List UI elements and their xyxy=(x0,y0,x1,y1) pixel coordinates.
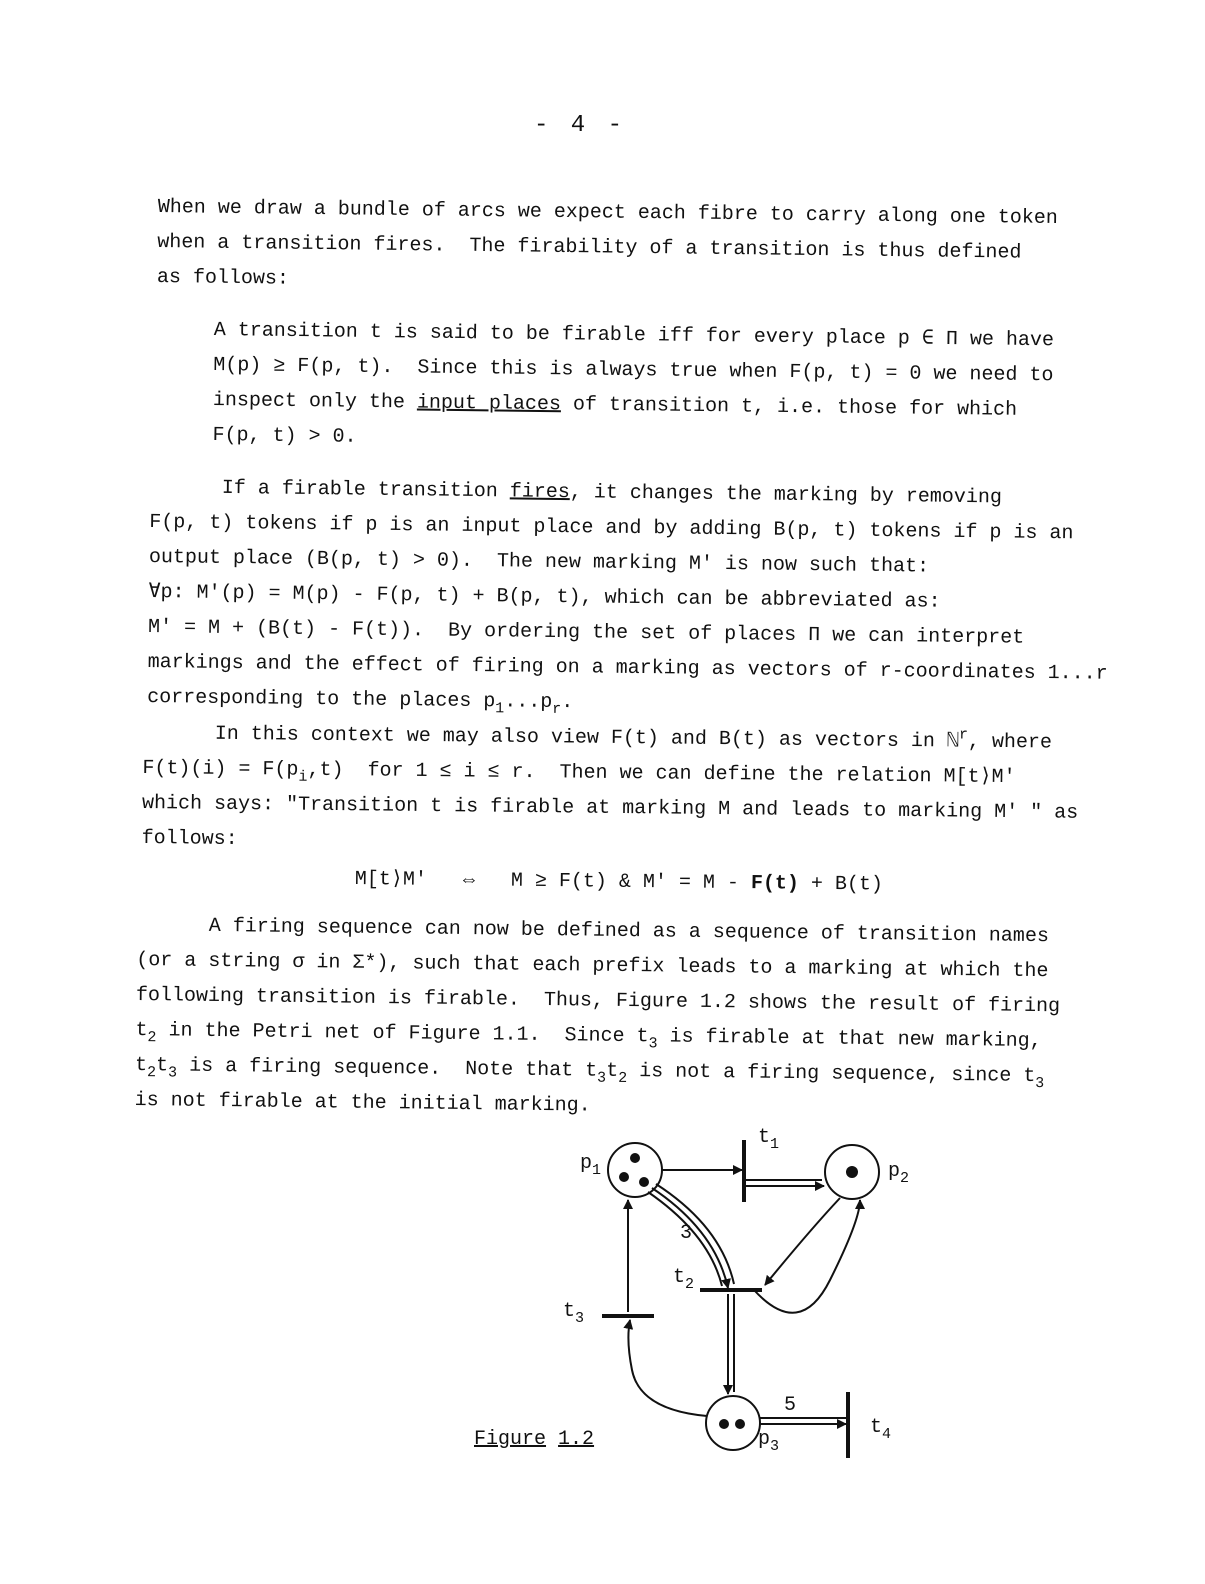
label-t3: $t_3$ xyxy=(563,1300,585,1327)
formula-firing-rule: M[t⟩M' ⇔ M ≥ F(t) & M' = M - F(t) + B(t) xyxy=(354,867,884,897)
text-line: F(p, t) tokens if p is an input place and by adding B(p, t) tokens if p is an xyxy=(149,510,1074,546)
paragraph-firing-changes-marking xyxy=(147,470,1110,727)
underlined-term-input-places: input places xyxy=(416,391,562,417)
token xyxy=(735,1419,745,1429)
text-line: follows: xyxy=(141,826,238,851)
paragraph-firable-definition xyxy=(212,313,1054,463)
paragraph-bundle-of-arcs xyxy=(157,190,1058,306)
text-line: M' = M + (B(t) - F(t)). By ordering the set of places Π we can interpret xyxy=(147,615,1025,650)
petri-net-figure xyxy=(540,1120,920,1480)
caption-number: 1.2 xyxy=(558,1428,595,1451)
formula-equivalence: ⇔ xyxy=(462,869,476,893)
text-line: ∀p: M'(p) = M(p) - F(p, t) + B(p, t), which can be abbreviated as: xyxy=(148,580,941,614)
token xyxy=(846,1166,858,1178)
token xyxy=(619,1172,629,1182)
text-line: $F(t)(i) = F(p_i,t)$ for 1 ≤ i ≤ r. Then we can define the relation M[t⟩M' xyxy=(142,756,1016,790)
label-t4: $t_4$ xyxy=(870,1416,892,1443)
token xyxy=(719,1419,729,1429)
place-p3 xyxy=(706,1396,760,1450)
caption-word: Figure xyxy=(474,1428,547,1451)
text-line: If a firable transition fires, it changes the marking by removing xyxy=(221,476,1003,510)
text-line: which says: "Transition t is firable at marking M and leads to marking M' " as xyxy=(141,791,1079,825)
token xyxy=(639,1177,649,1187)
label-t1: $t_1$ xyxy=(758,1126,780,1153)
formula-lhs: M[t⟩M' xyxy=(354,867,427,892)
text-line: In this context we may also view F(t) and B(t) as vectors in ℕ$^r$, where xyxy=(214,722,1053,755)
text-line: corresponding to the places $p_1...p_r$. xyxy=(147,685,574,719)
label-t2: $t_2$ xyxy=(673,1266,695,1293)
text-line: F(p, t) > 0. xyxy=(212,423,357,449)
page-number: - 4 - xyxy=(533,112,626,139)
paragraph-vector-view xyxy=(142,716,1080,866)
text-line: (or a string σ in Σ*), such that each prefix leads to a marking at which the xyxy=(136,948,1049,984)
text-line: When we draw a bundle of arcs we expect each fibre to carry along one token xyxy=(157,195,1059,230)
arc-weight-3: 3 xyxy=(680,1222,693,1245)
arc-t2-p2 xyxy=(754,1200,860,1313)
text-line: A firing sequence can now be defined as a sequence of transition names xyxy=(208,914,1050,949)
paragraph-firing-sequence xyxy=(134,908,1061,1129)
label-p3: $p_3$ xyxy=(758,1428,780,1455)
text-line: as follows: xyxy=(156,265,290,291)
text-line: is not firable at the initial marking. xyxy=(134,1088,591,1118)
text-line: $t_2t_3$ is a firing sequence. Note that $t_3t_2$ is not a firing sequence, since $t_3$ xyxy=(134,1053,1045,1093)
label-p2: $p_2$ xyxy=(888,1160,910,1187)
text-line: inspect only the input places of transition t, i.e. those for which xyxy=(212,388,1018,422)
text-line: M(p) ≥ F(p, t). Since this is always true when F(p, t) = 0 we need to xyxy=(213,353,1054,388)
text-line: A transition t is said to be firable iff for every place p ∈ Π we have xyxy=(213,318,1055,353)
text-line: $t_2$ in the Petri net of Figure 1.1. Since $t_3$ is firable at that new marking, xyxy=(135,1018,1042,1054)
underlined-term-fires: fires xyxy=(509,480,570,505)
text-line: output place (B(p, t) > 0). The new marking M' is now such that: xyxy=(148,545,930,579)
label-p1: $p_1$ xyxy=(580,1152,602,1179)
arc-p3-t3 xyxy=(628,1320,707,1416)
text-line: markings and the effect of firing on a marking as vectors of r-coordinates 1...r xyxy=(147,650,1108,686)
text-line: following transition is firable. Thus, Figure 1.2 shows the result of firing xyxy=(135,983,1061,1019)
arc-p2-t2 xyxy=(765,1198,840,1285)
figure-caption xyxy=(474,1428,594,1451)
token xyxy=(630,1153,640,1163)
text-line: when a transition fires. The firability of a transition is thus defined xyxy=(157,230,1022,265)
arc-weight-5: 5 xyxy=(784,1394,797,1417)
